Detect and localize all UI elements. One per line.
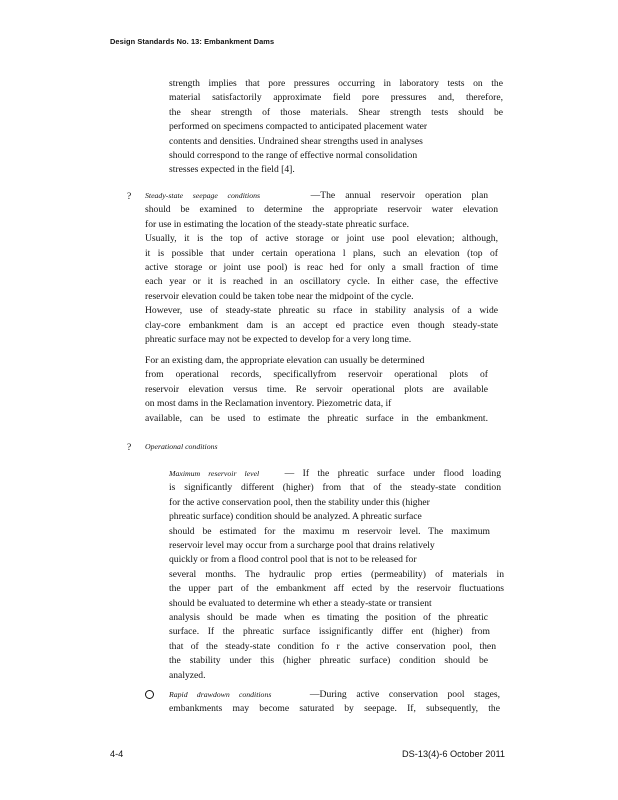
text-line: the stability under this (higher phreatic surface) condition should be <box>169 655 488 667</box>
text-line: analysis should be made when es timating the position of the phreatic <box>169 612 488 624</box>
text-line: surface. If the phreatic surface issignificantly differ ent (higher) from <box>169 626 490 638</box>
text-line: material satisfactorily approximate field pore pressures and, therefore, <box>169 92 503 104</box>
text-line <box>169 467 501 481</box>
text-line: for use in estimating the location of the steady-state phreatic surface. <box>145 218 409 230</box>
page-number: 4-4 <box>110 749 124 759</box>
bullet-marker: ? <box>127 191 132 202</box>
text-line: reservoir elevation versus time. Re servoir operational plots are available <box>145 383 488 395</box>
text-line: should correspond to the range of effective normal consolidation <box>169 150 418 162</box>
rapid-drawdown-heading: Rapid drawdown conditions <box>169 690 272 699</box>
operational-heading <box>145 440 218 454</box>
text-line: should be evaluated to determine wh ether a steady-state or transient <box>169 597 432 609</box>
text-line: strength implies that pore pressures occurring in laboratory tests on the <box>169 78 503 89</box>
circle-bullet-icon <box>145 690 154 699</box>
text-line: on most dams in the Reclamation inventory. Piezometric data, if <box>145 398 392 410</box>
max-reservoir-lead: — If the phreatic surface under flood loading <box>284 468 501 479</box>
text-line: active storage or joint use pool) is reac hed for only a small fraction of time <box>145 262 498 274</box>
text-line: it is possible that under certain operationa l plans, such an elevation (top of <box>145 247 498 259</box>
running-header: Design Standards No. 13: Embankment Dams <box>110 37 275 46</box>
text-line: should be estimated for the maximu m reservoir level. The maximum <box>169 525 490 537</box>
steady-state-lead: —The annual reservoir operation plan <box>310 190 489 201</box>
paragraph-pore-pressure <box>169 77 503 178</box>
text-line: clay-core embankment dam is an accept ed practice even though steady-state <box>145 319 498 331</box>
text-line: Usually, it is the top of active storage or joint use pool elevation; although, <box>145 233 498 245</box>
rapid-drawdown-lead: —During active conservation pool stages, <box>309 689 501 700</box>
text-line: contents and densities. Undrained shear strengths used in analyses <box>169 135 423 147</box>
paragraph-steady-state <box>145 189 498 347</box>
text-line <box>169 688 500 702</box>
max-reservoir-heading: Maximum reservoir level <box>169 469 260 478</box>
text-line: should be examined to determine the appropriate reservoir water elevation <box>145 204 498 216</box>
text-line: the upper part of the embankment aff ected by the reservoir fluctuations <box>169 583 504 595</box>
text-line: several months. The hydraulic prop erties (permeability) of materials in <box>169 568 504 580</box>
text-line: is significantly different (higher) from that of the steady-state condition <box>169 482 501 494</box>
text-line: quickly or from a flood control pool that is not to be released for <box>169 554 417 566</box>
text-line: analyzed. <box>169 669 206 681</box>
document-reference: DS-13(4)-6 October 2011 <box>402 749 505 759</box>
text-line: available, can be used to estimate the phreatic surface in the embankment. <box>145 412 488 424</box>
text-line: stresses expected in the field [4]. <box>169 164 295 176</box>
paragraph-maximum-reservoir <box>169 467 504 683</box>
paragraph-existing-dam <box>145 354 488 426</box>
text-line: each year or it is reached in an oscillatory cycle. In either case, the effective <box>145 276 498 288</box>
paragraph-rapid-drawdown <box>169 688 500 717</box>
text-line: phreatic surface may not be expected to develop for a very long time. <box>145 334 412 346</box>
text-line: for the active conservation pool, then the stability under this (higher <box>169 496 430 508</box>
text-line: performed on specimens compacted to anticipated placement water <box>169 121 428 133</box>
text-line: reservoir level may occur from a surcharge pool that drains relatively <box>169 540 435 552</box>
text-line: However, use of steady-state phreatic su rface in stability analysis of a wide <box>145 305 498 317</box>
operational-conditions-heading: Operational conditions <box>145 442 218 451</box>
bullet-marker: ? <box>127 442 132 453</box>
text-line: phreatic surface) condition should be analyzed. A phreatic surface <box>169 511 422 523</box>
text-line: For an existing dam, the appropriate elevation can usually be determined <box>145 355 425 366</box>
steady-state-heading: Steady-state seepage conditions <box>145 191 261 200</box>
text-line: reservoir elevation could be taken tobe near the midpoint of the cycle. <box>145 290 414 302</box>
text-line: from operational records, specificallyfrom reservoir operational plots of <box>145 369 488 381</box>
text-line <box>145 189 488 203</box>
text-line: embankments may become saturated by seepage. If, subsequently, the <box>169 703 500 715</box>
text-line: that of the steady-state condition fo r the active conservation pool, then <box>169 640 496 652</box>
text-line: the shear strength of those materials. Shear strength tests should be <box>169 106 503 118</box>
